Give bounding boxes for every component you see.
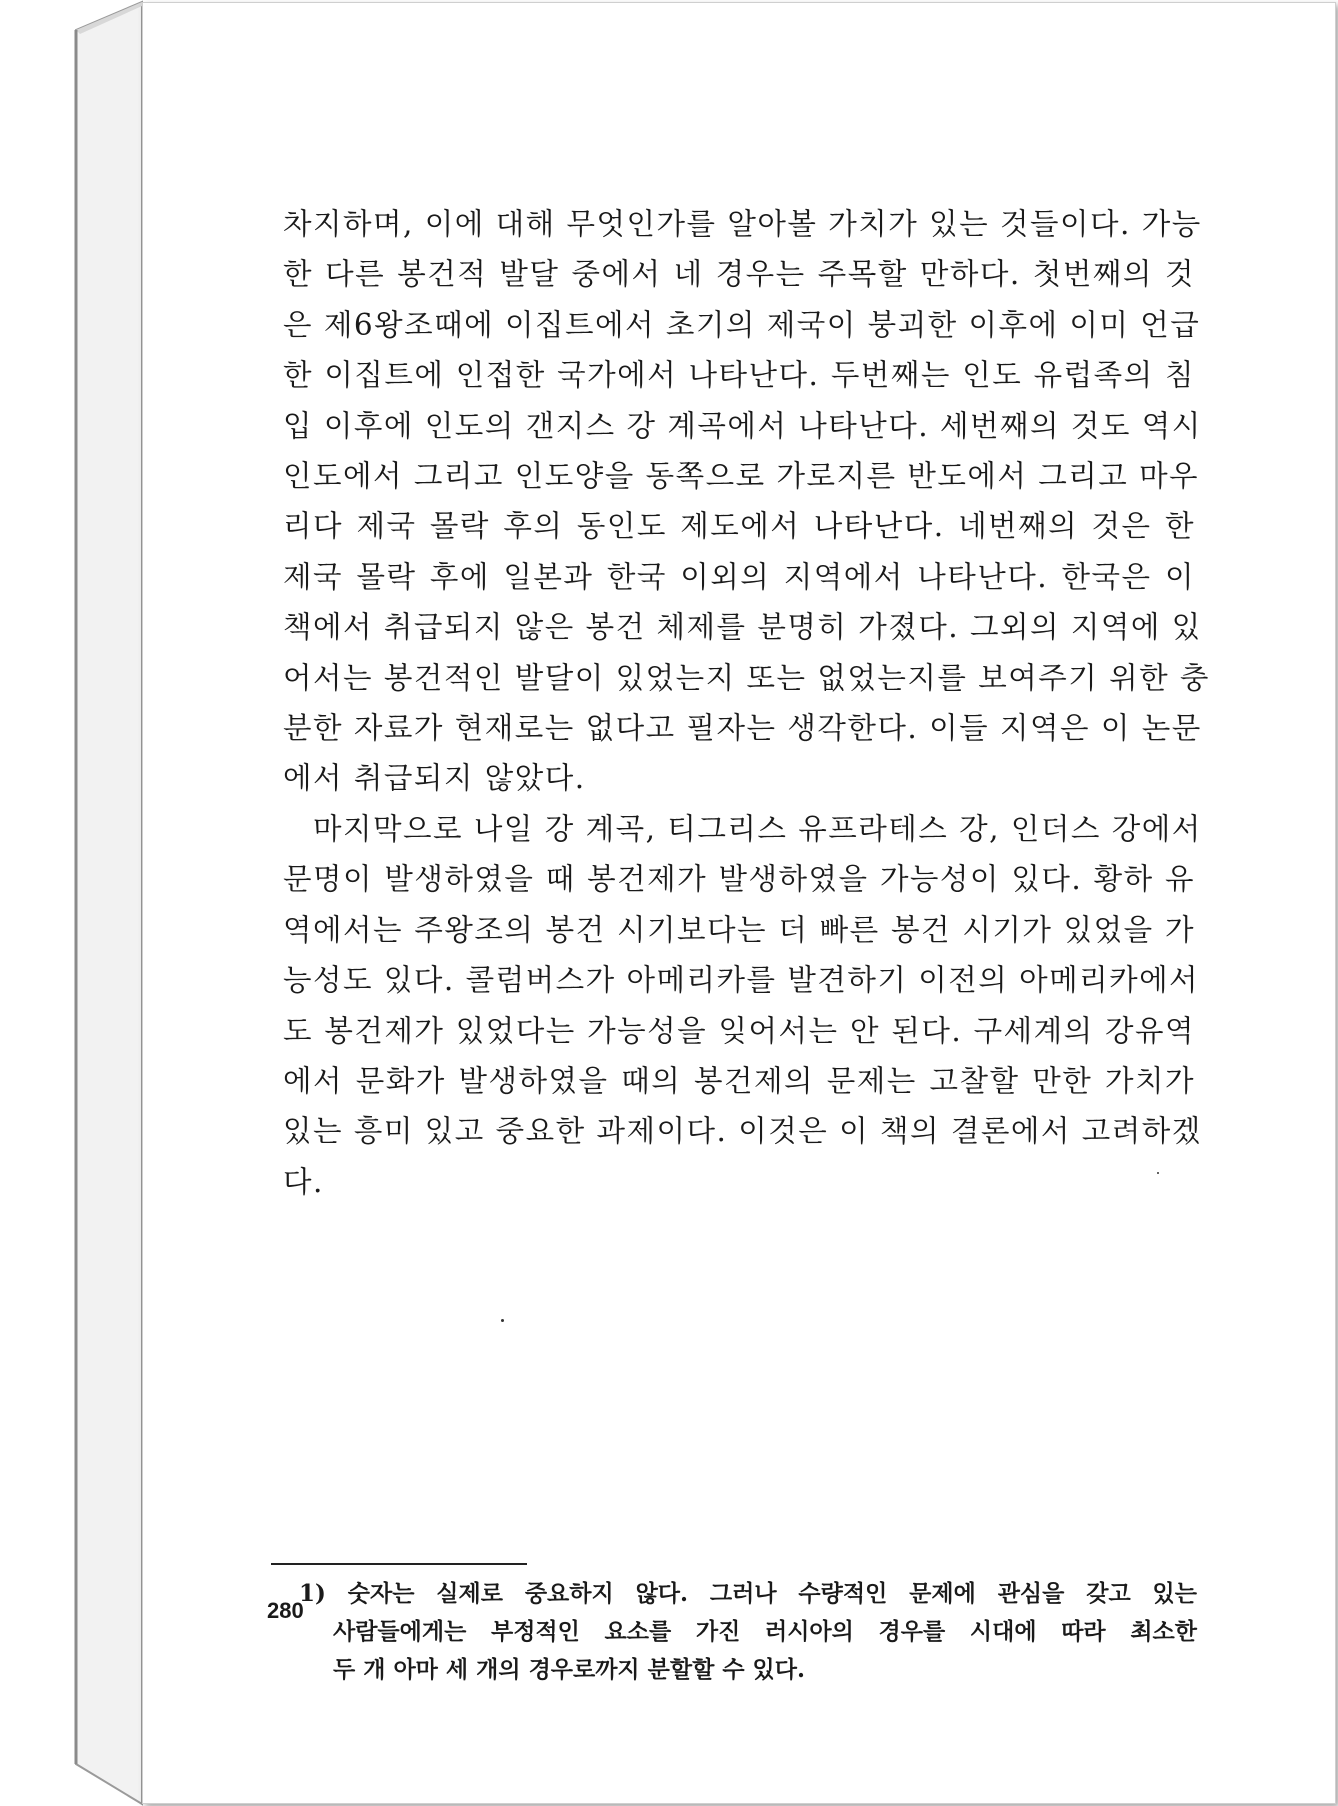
footnote-line: 사람들에게는 부정적인 요소를 가진 러시아의 경우를 시대에 따라 최소한 xyxy=(333,1618,1197,1645)
text-line: 있는 흥미 있고 중요한 과제이다. 이것은 이 책의 결론에서 고려하겠 xyxy=(283,1114,1202,1149)
text-line: 에서 취급되지 않았다. xyxy=(283,761,586,796)
text-line: 책에서 취급되지 않은 봉건 체제를 분명히 가졌다. 그외의 지역에 있 xyxy=(283,610,1202,645)
text-line: 역에서는 주왕조의 봉건 시기보다는 더 빠른 봉건 시기가 있었을 가 xyxy=(283,912,1195,947)
main-text xyxy=(283,199,1210,1207)
book-page xyxy=(142,2,1336,1804)
text-line: 마지막으로 나일 강 계곡, 티그리스 유프라테스 강, 인더스 강에서 xyxy=(313,811,1202,846)
text-line: 어서는 봉건적인 발달이 있었는지 또는 없었는지를 보여주기 위한 충 xyxy=(283,660,1210,695)
speck xyxy=(1157,1172,1159,1174)
text-line: 차지하며, 이에 대해 무엇인가를 알아볼 가치가 있는 것들이다. 가능 xyxy=(283,207,1202,241)
text-line: 한 다른 봉건적 발달 중에서 네 경우는 주목할 만하다. 첫번째의 것 xyxy=(283,257,1195,292)
text-line: 인도에서 그리고 인도양을 동쪽으로 가로지른 반도에서 그리고 마우 xyxy=(283,459,1200,494)
text-line: 리다 제국 몰락 후의 동인도 제도에서 나타난다. 네번째의 것은 한 xyxy=(283,509,1195,544)
text-line: 다. xyxy=(283,1164,324,1199)
paragraph-1 xyxy=(283,199,1210,804)
page-number: 280 xyxy=(267,1598,304,1623)
text-line: 에서 문화가 발생하였을 때의 봉건제의 문제는 고찰할 만한 가치가 xyxy=(283,1063,1195,1098)
text-line: 문명이 발생하였을 때 봉건제가 발생하였을 가능성이 있다. 황하 유 xyxy=(283,862,1195,897)
speck xyxy=(501,1319,504,1322)
footnote xyxy=(299,1575,1197,1689)
footnote-line: 두 개 아마 세 개의 경우로까지 분할할 수 있다. xyxy=(333,1656,805,1683)
footnote-divider xyxy=(271,1563,527,1565)
text-line: 제국 몰락 후에 일본과 한국 이외의 지역에서 나타난다. 한국은 이 xyxy=(283,559,1195,594)
text-line: 도 봉건제가 있었다는 가능성을 잊어서는 안 된다. 구세계의 강유역 xyxy=(283,1013,1195,1048)
footnote-line: 1) 숫자는 실제로 중요하지 않다. 그러나 수량적인 문제에 관심을 갖고 있는 xyxy=(299,1580,1197,1607)
text-line: 한 이집트에 인접한 국가에서 나타난다. 두번째는 인도 유럽족의 침 xyxy=(283,358,1195,393)
text-line: 능성도 있다. 콜럼버스가 아메리카를 발견하기 이전의 아메리카에서 xyxy=(283,963,1200,998)
text-line: 분한 자료가 현재로는 없다고 필자는 생각한다. 이들 지역은 이 논문 xyxy=(283,711,1202,746)
text-line: 입 이후에 인도의 갠지스 강 계곡에서 나타난다. 세번째의 것도 역시 xyxy=(283,408,1202,443)
paragraph-2 xyxy=(283,804,1202,1207)
text-line: 은 제6왕조때에 이집트에서 초기의 제국이 붕괴한 이후에 이미 언급 xyxy=(283,307,1201,342)
